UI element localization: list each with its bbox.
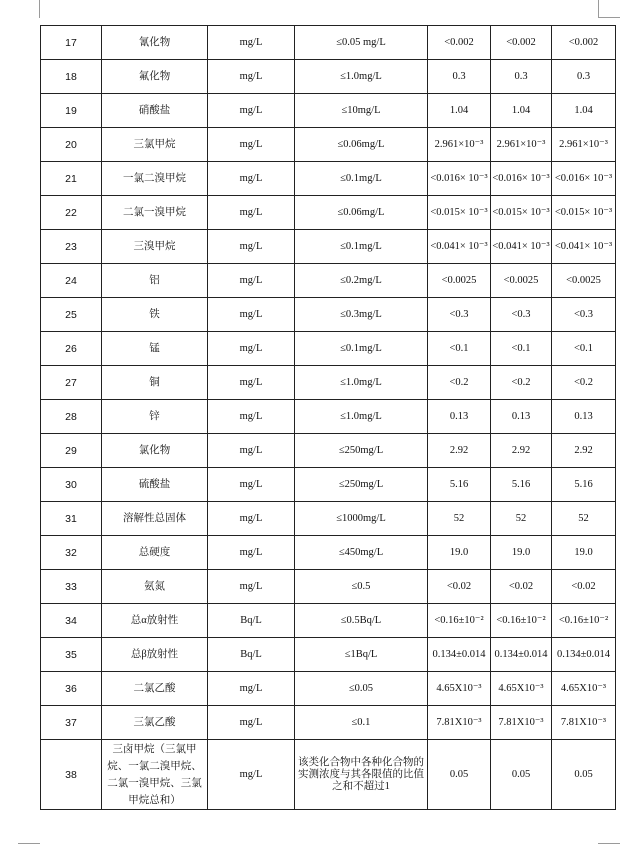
result-1: <0.002 [428,26,491,60]
table-row [41,162,616,196]
limit-cell: ≤0.05 mg/L [295,26,428,60]
result-3: 7.81X10⁻³ [552,706,616,740]
crop-mark-top-left-v [39,0,40,18]
unit-cell: mg/L [208,162,295,196]
result-1: 0.05 [428,740,491,810]
item-name: 氟化物 [102,60,208,94]
item-name: 三卤甲烷（三氯甲烷、一氯二溴甲烷、二氯一溴甲烷、三氯甲烷总和） [102,740,208,810]
row-number: 33 [41,570,102,604]
table-row [41,230,616,264]
table-row [41,706,616,740]
result-2: 1.04 [491,94,552,128]
result-2: <0.041× 10⁻³ [491,230,552,264]
limit-cell: ≤1.0mg/L [295,60,428,94]
unit-cell: mg/L [208,128,295,162]
limit-cell: 该类化合物中各种化合物的实测浓度与其各限值的比值之和不超过1 [295,740,428,810]
row-number: 25 [41,298,102,332]
row-number: 28 [41,400,102,434]
result-1: <0.3 [428,298,491,332]
table-row [41,94,616,128]
row-number: 23 [41,230,102,264]
result-3: 0.134±0.014 [552,638,616,672]
row-number: 29 [41,434,102,468]
unit-cell: mg/L [208,570,295,604]
result-3: <0.1 [552,332,616,366]
result-3: <0.002 [552,26,616,60]
result-3: 19.0 [552,536,616,570]
unit-cell: mg/L [208,230,295,264]
table-row [41,332,616,366]
result-2: <0.015× 10⁻³ [491,196,552,230]
unit-cell: mg/L [208,366,295,400]
table-row [41,196,616,230]
item-name: 氯化物 [102,434,208,468]
unit-cell: mg/L [208,400,295,434]
item-name: 总β放射性 [102,638,208,672]
table-row [41,128,616,162]
result-2: 0.13 [491,400,552,434]
result-1: 4.65X10⁻³ [428,672,491,706]
result-3: 2.961×10⁻³ [552,128,616,162]
result-3: <0.2 [552,366,616,400]
unit-cell: mg/L [208,536,295,570]
result-3: <0.016× 10⁻³ [552,162,616,196]
crop-mark-top-right-v [598,0,599,18]
row-number: 35 [41,638,102,672]
row-number: 21 [41,162,102,196]
result-3: 0.05 [552,740,616,810]
result-2: <0.2 [491,366,552,400]
result-1: 2.92 [428,434,491,468]
result-1: 5.16 [428,468,491,502]
result-1: 7.81X10⁻³ [428,706,491,740]
item-name: 三氯甲烷 [102,128,208,162]
row-number: 20 [41,128,102,162]
result-2: <0.3 [491,298,552,332]
limit-cell: ≤0.1mg/L [295,332,428,366]
unit-cell: mg/L [208,94,295,128]
row-number: 30 [41,468,102,502]
unit-cell: mg/L [208,298,295,332]
item-name: 铜 [102,366,208,400]
limit-cell: ≤1Bq/L [295,638,428,672]
result-3: <0.3 [552,298,616,332]
item-name: 二氯一溴甲烷 [102,196,208,230]
table-row [41,60,616,94]
result-3: 4.65X10⁻³ [552,672,616,706]
row-number: 36 [41,672,102,706]
unit-cell: mg/L [208,332,295,366]
limit-cell: ≤0.5 [295,570,428,604]
crop-mark-bottom-left-h [18,843,40,844]
result-2: <0.16±10⁻² [491,604,552,638]
table-row [41,604,616,638]
result-1: 0.3 [428,60,491,94]
unit-cell: mg/L [208,706,295,740]
unit-cell: mg/L [208,264,295,298]
limit-cell: ≤1.0mg/L [295,400,428,434]
result-3: 52 [552,502,616,536]
result-2: 4.65X10⁻³ [491,672,552,706]
table-row [41,434,616,468]
result-3: <0.16±10⁻² [552,604,616,638]
table-row [41,740,616,810]
result-1: 19.0 [428,536,491,570]
limit-cell: ≤1.0mg/L [295,366,428,400]
result-1: <0.16±10⁻² [428,604,491,638]
item-name: 溶解性总固体 [102,502,208,536]
unit-cell: mg/L [208,434,295,468]
table-row [41,366,616,400]
table-row [41,536,616,570]
result-1: 0.134±0.014 [428,638,491,672]
table-row [41,264,616,298]
limit-cell: ≤0.5Bq/L [295,604,428,638]
unit-cell: mg/L [208,60,295,94]
item-name: 铁 [102,298,208,332]
row-number: 26 [41,332,102,366]
result-2: 0.05 [491,740,552,810]
limit-cell: ≤0.05 [295,672,428,706]
table-row [41,298,616,332]
result-1: <0.016× 10⁻³ [428,162,491,196]
crop-mark-top-right-h [598,17,620,18]
limit-cell: ≤0.1 [295,706,428,740]
result-3: 0.13 [552,400,616,434]
item-name: 三溴甲烷 [102,230,208,264]
unit-cell: Bq/L [208,604,295,638]
row-number: 37 [41,706,102,740]
unit-cell: mg/L [208,672,295,706]
row-number: 34 [41,604,102,638]
table-row [41,672,616,706]
row-number: 22 [41,196,102,230]
result-1: 1.04 [428,94,491,128]
result-2: 0.134±0.014 [491,638,552,672]
table-row [41,502,616,536]
result-3: 0.3 [552,60,616,94]
result-3: 5.16 [552,468,616,502]
unit-cell: mg/L [208,740,295,810]
result-1: <0.2 [428,366,491,400]
row-number: 18 [41,60,102,94]
unit-cell: mg/L [208,468,295,502]
result-1: <0.041× 10⁻³ [428,230,491,264]
result-2: <0.016× 10⁻³ [491,162,552,196]
table-row [41,468,616,502]
item-name: 总α放射性 [102,604,208,638]
result-3: 2.92 [552,434,616,468]
row-number: 17 [41,26,102,60]
result-2: <0.0025 [491,264,552,298]
limit-cell: ≤250mg/L [295,434,428,468]
unit-cell: mg/L [208,502,295,536]
row-number: 19 [41,94,102,128]
crop-mark-bottom-right-h [598,843,620,844]
item-name: 锰 [102,332,208,366]
table-row [41,400,616,434]
item-name: 铝 [102,264,208,298]
result-2: 2.961×10⁻³ [491,128,552,162]
limit-cell: ≤0.06mg/L [295,196,428,230]
result-2: 19.0 [491,536,552,570]
table-row [41,26,616,60]
result-2: 5.16 [491,468,552,502]
result-2: 52 [491,502,552,536]
result-1: <0.015× 10⁻³ [428,196,491,230]
limit-cell: ≤10mg/L [295,94,428,128]
result-1: 52 [428,502,491,536]
result-2: 2.92 [491,434,552,468]
table-row [41,638,616,672]
row-number: 24 [41,264,102,298]
limit-cell: ≤0.1mg/L [295,162,428,196]
result-1: <0.1 [428,332,491,366]
result-3: 1.04 [552,94,616,128]
result-3: <0.041× 10⁻³ [552,230,616,264]
limit-cell: ≤250mg/L [295,468,428,502]
row-number: 38 [41,740,102,810]
limit-cell: ≤0.3mg/L [295,298,428,332]
result-3: <0.02 [552,570,616,604]
limit-cell: ≤1000mg/L [295,502,428,536]
item-name: 二氯乙酸 [102,672,208,706]
item-name: 硝酸盐 [102,94,208,128]
unit-cell: mg/L [208,196,295,230]
limit-cell: ≤450mg/L [295,536,428,570]
item-name: 总硬度 [102,536,208,570]
unit-cell: Bq/L [208,638,295,672]
result-3: <0.015× 10⁻³ [552,196,616,230]
table-row [41,570,616,604]
item-name: 氰化物 [102,26,208,60]
limit-cell: ≤0.1mg/L [295,230,428,264]
result-1: 0.13 [428,400,491,434]
result-2: <0.02 [491,570,552,604]
item-name: 氨氮 [102,570,208,604]
limit-cell: ≤0.06mg/L [295,128,428,162]
result-1: 2.961×10⁻³ [428,128,491,162]
item-name: 一氯二溴甲烷 [102,162,208,196]
result-1: <0.02 [428,570,491,604]
result-1: <0.0025 [428,264,491,298]
row-number: 32 [41,536,102,570]
result-2: 0.3 [491,60,552,94]
item-name: 锌 [102,400,208,434]
water-quality-table [40,25,616,810]
result-3: <0.0025 [552,264,616,298]
item-name: 三氯乙酸 [102,706,208,740]
result-2: 7.81X10⁻³ [491,706,552,740]
unit-cell: mg/L [208,26,295,60]
limit-cell: ≤0.2mg/L [295,264,428,298]
row-number: 31 [41,502,102,536]
item-name: 硫酸盐 [102,468,208,502]
result-2: <0.1 [491,332,552,366]
result-2: <0.002 [491,26,552,60]
row-number: 27 [41,366,102,400]
